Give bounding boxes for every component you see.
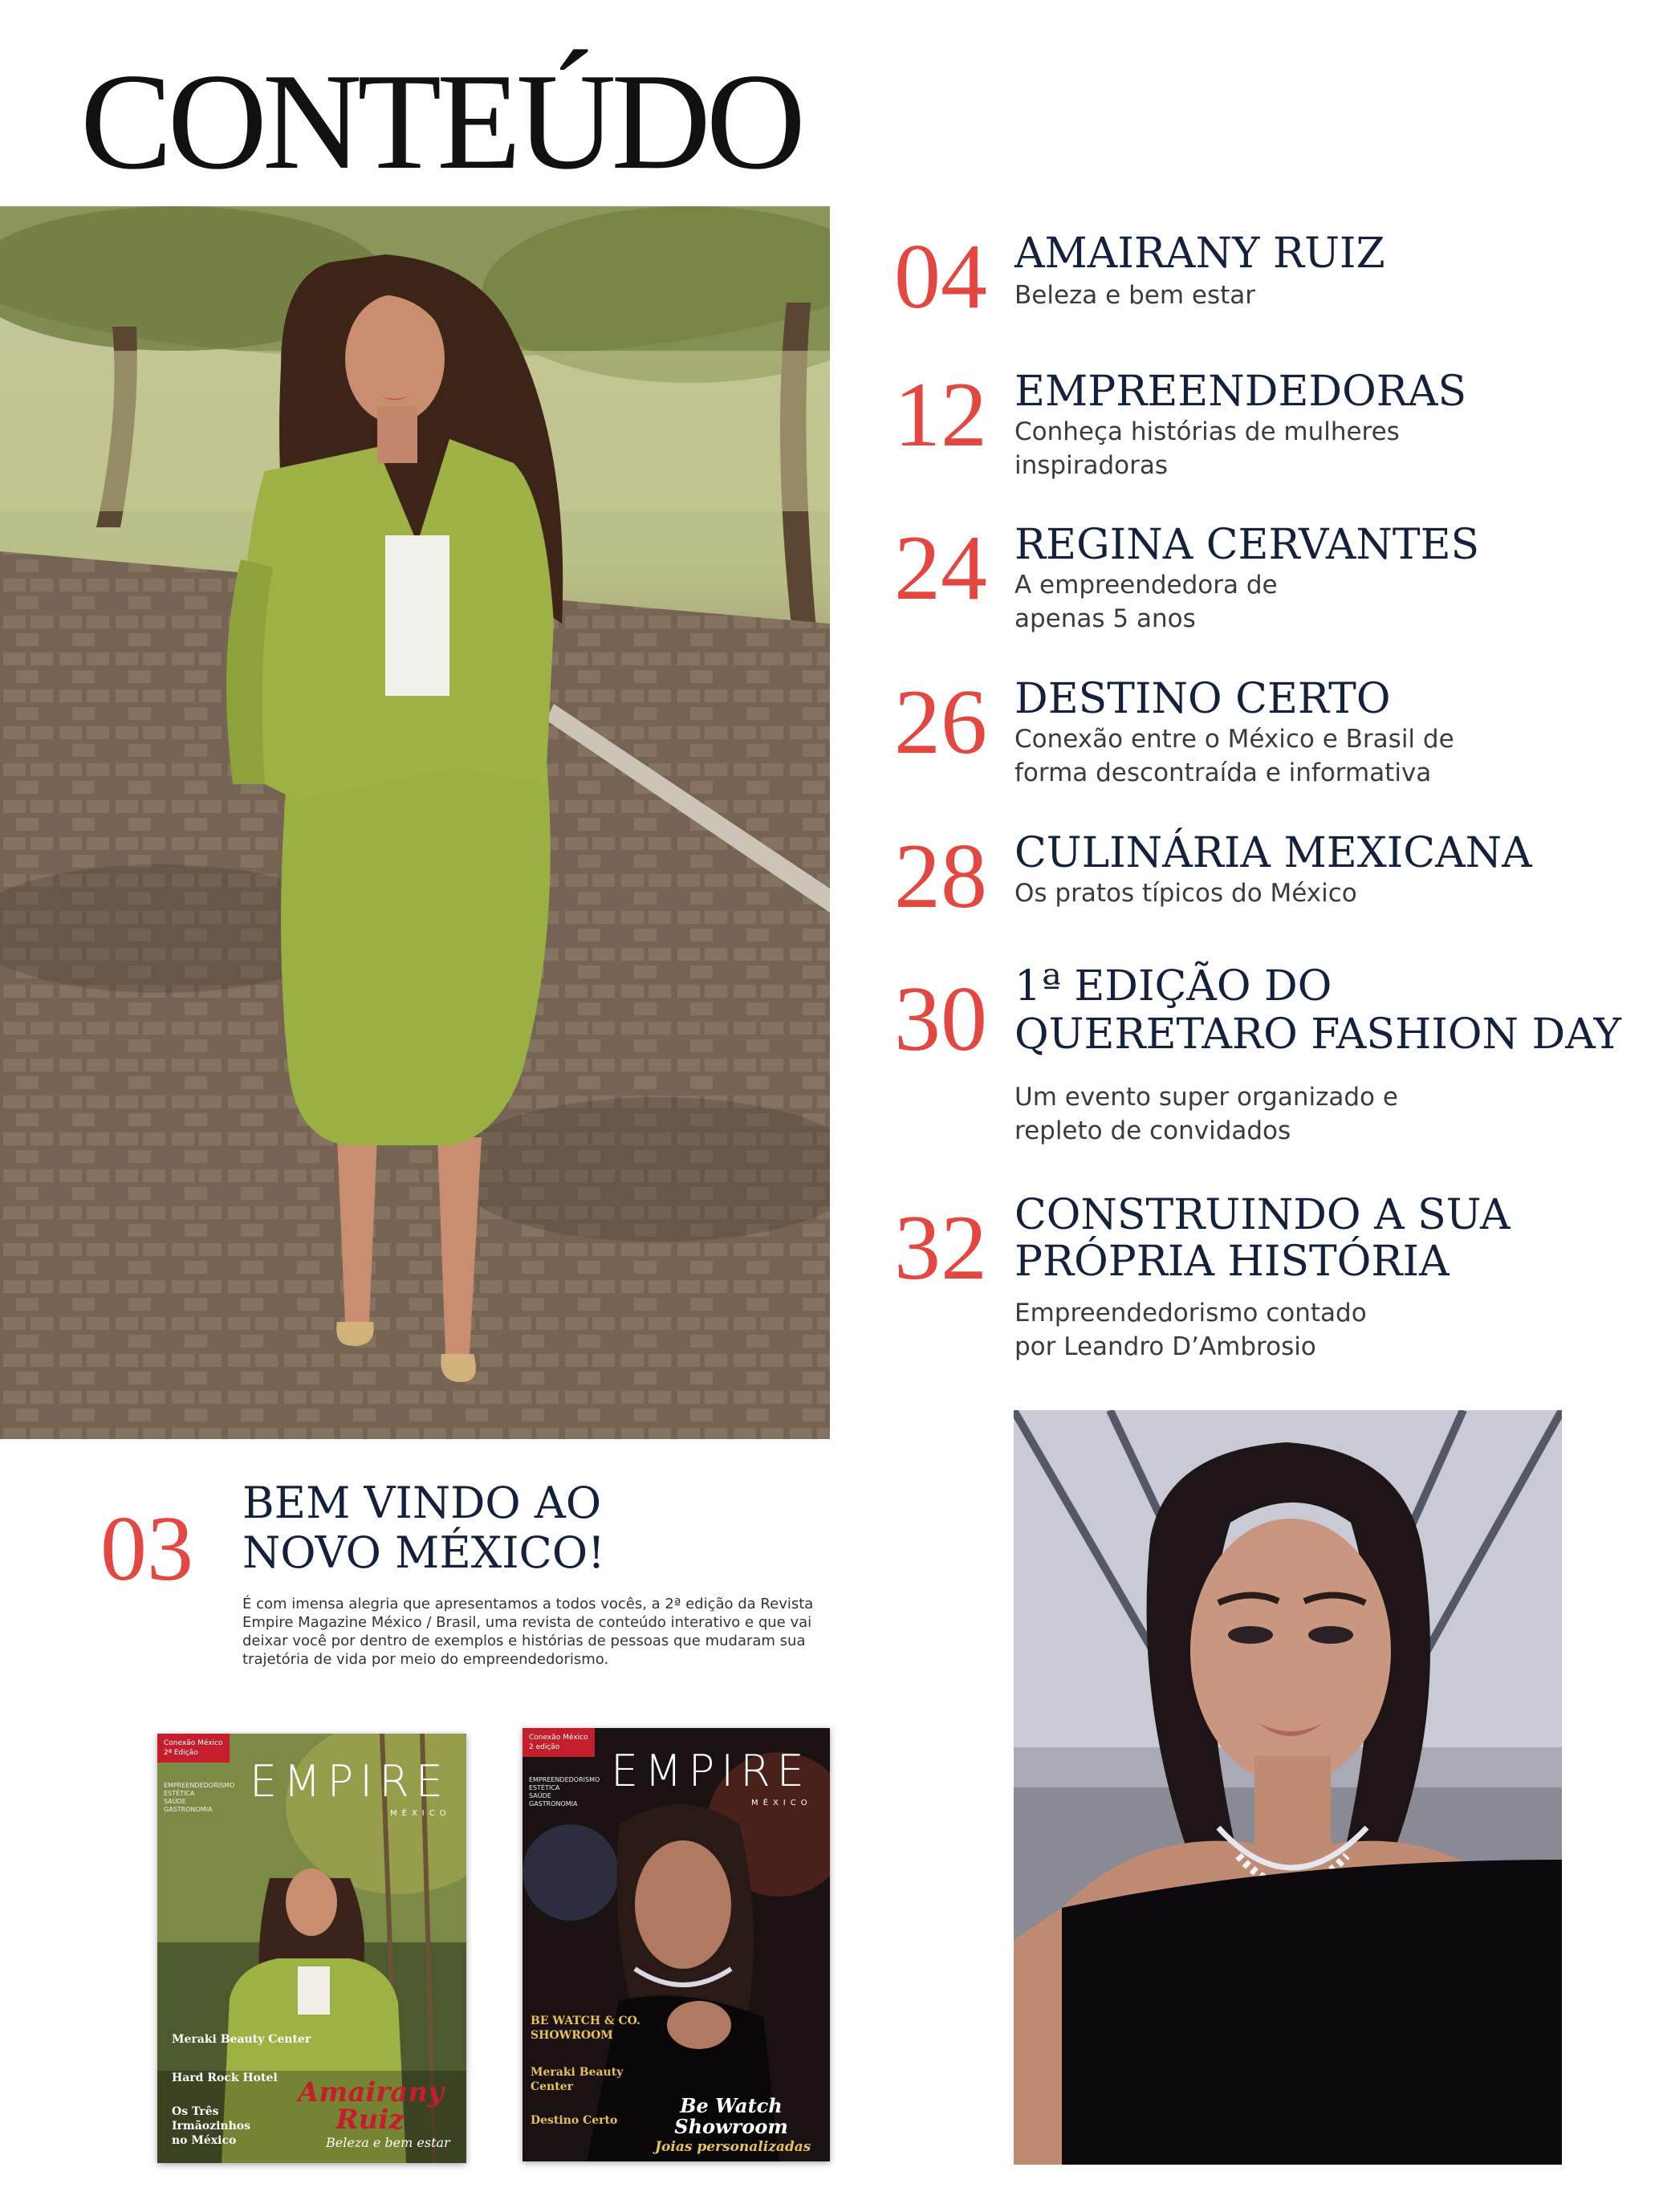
main-photo — [0, 206, 830, 1439]
toc-subtitle-line2: inspiradoras — [1015, 451, 1168, 480]
toc-title: EMPREENDEDORAS — [1015, 368, 1467, 416]
welcome-title-line1: BEM VINDO AO — [242, 1478, 602, 1528]
cover-logo: EMPIRE — [250, 1756, 449, 1807]
toc-page-number: 26 — [894, 671, 987, 774]
magazine-cover[interactable] — [523, 1728, 830, 2161]
toc-entry[interactable] — [875, 962, 1621, 1148]
welcome-text: É com imensa alegria que apresentamos a todos vocês, a 2ª edição da Revista Empire Magazine México / Brasil, uma revista de conteúdo interativo e que vai deixar você por dentro de exemplos e histórias de pessoas que mudaram sua trajetória de vida por meio do empreendedorismo. — [242, 1596, 814, 1668]
toc-title: AMAIRANY RUIZ — [1015, 230, 1385, 278]
welcome-title-line2: NOVO MÉXICO! — [242, 1527, 605, 1578]
toc-page-number: 28 — [894, 825, 987, 928]
cover-headline: Be Watch Showroom — [674, 2094, 788, 2138]
toc-page-number: 32 — [894, 1197, 987, 1299]
toc-title-line2: PRÓPRIA HISTÓRIA — [1015, 1238, 1450, 1286]
toc-subtitle-line2: apenas 5 anos — [1015, 604, 1196, 633]
toc-subtitle: Empreendedorismo contado — [1015, 1299, 1367, 1328]
toc-entry[interactable] — [875, 359, 1613, 479]
cover-edition-tag: Conexão México 2 edição — [523, 1728, 595, 1757]
toc-subtitle-line2: forma descontraída e informativa — [1015, 758, 1432, 787]
toc-entry[interactable] — [875, 512, 1613, 632]
toc-title: 1ª EDIÇÃO DO — [1015, 962, 1332, 1010]
cover-feature: Destino Certo — [531, 2114, 618, 2127]
toc-entry[interactable] — [875, 1192, 1613, 1376]
toc-title: CONSTRUINDO A SUA — [1015, 1191, 1511, 1239]
toc-title: REGINA CERVANTES — [1015, 521, 1480, 569]
toc-subtitle-line2: por Leandro D’Ambrosio — [1015, 1332, 1316, 1361]
cover-tagline: Beleza e bem estar — [326, 2135, 450, 2150]
cover-tagline: Joias personalizadas — [655, 2139, 811, 2155]
toc-page-number: 12 — [894, 364, 987, 466]
toc-subtitle-line2: repleto de convidados — [1015, 1116, 1291, 1145]
cover-feature: Os Três Irmãozinhos no México — [172, 2105, 250, 2147]
magazine-cover[interactable] — [157, 1734, 466, 2163]
toc-entry[interactable] — [875, 820, 1613, 928]
toc-subtitle: Os pratos típicos do México — [1015, 879, 1357, 908]
cover-feature: Meraki Beauty Center — [172, 2033, 311, 2046]
portrait-photo — [1014, 1410, 1562, 2165]
toc-page-number: 04 — [894, 226, 987, 328]
cover-feature: Hard Rock Hotel — [172, 2072, 278, 2084]
cover-logo-subtitle: MÉXICO — [390, 1809, 451, 1818]
cover-feature: BE WATCH & CO. SHOWROOM — [531, 2015, 640, 2042]
cover-sections: EMPREENDEDORISMO ESTÉTICA SAÚDE GASTRONOMIA — [164, 1782, 235, 1813]
page-title: CONTEÚDO — [80, 46, 801, 198]
toc-subtitle: A empreendedora de — [1015, 571, 1278, 600]
toc-subtitle: Conheça histórias de mulheres — [1015, 417, 1400, 446]
welcome-page-number: 03 — [100, 1498, 193, 1600]
cover-logo: EMPIRE — [611, 1746, 811, 1796]
toc-subtitle: Beleza e bem estar — [1015, 281, 1255, 310]
cover-edition-tag: Conexão México 2ª Edição — [157, 1734, 230, 1763]
toc-entry[interactable] — [875, 222, 1613, 328]
toc-page-number: 24 — [894, 517, 987, 620]
welcome-title[interactable] — [242, 1478, 605, 1578]
cover-logo-subtitle: MÉXICO — [751, 1799, 812, 1807]
cover-feature: Meraki Beauty Center — [531, 2066, 624, 2093]
cover-sections: EMPREENDEDORISMO ESTÉTICA SAÚDE GASTRONOMIA — [529, 1776, 600, 1807]
cover-headline: Amairany Ruiz — [298, 2076, 444, 2136]
toc-entry[interactable] — [875, 666, 1613, 787]
toc-subtitle: Conexão entre o México e Brasil de — [1015, 725, 1454, 754]
toc-page-number: 30 — [894, 968, 987, 1071]
toc-title-line2: QUERETARO FASHION DAY — [1015, 1010, 1621, 1059]
toc-title: DESTINO CERTO — [1015, 675, 1391, 723]
toc-subtitle: Um evento super organizado e — [1015, 1083, 1398, 1112]
toc-title: CULINÁRIA MEXICANA — [1015, 829, 1532, 877]
